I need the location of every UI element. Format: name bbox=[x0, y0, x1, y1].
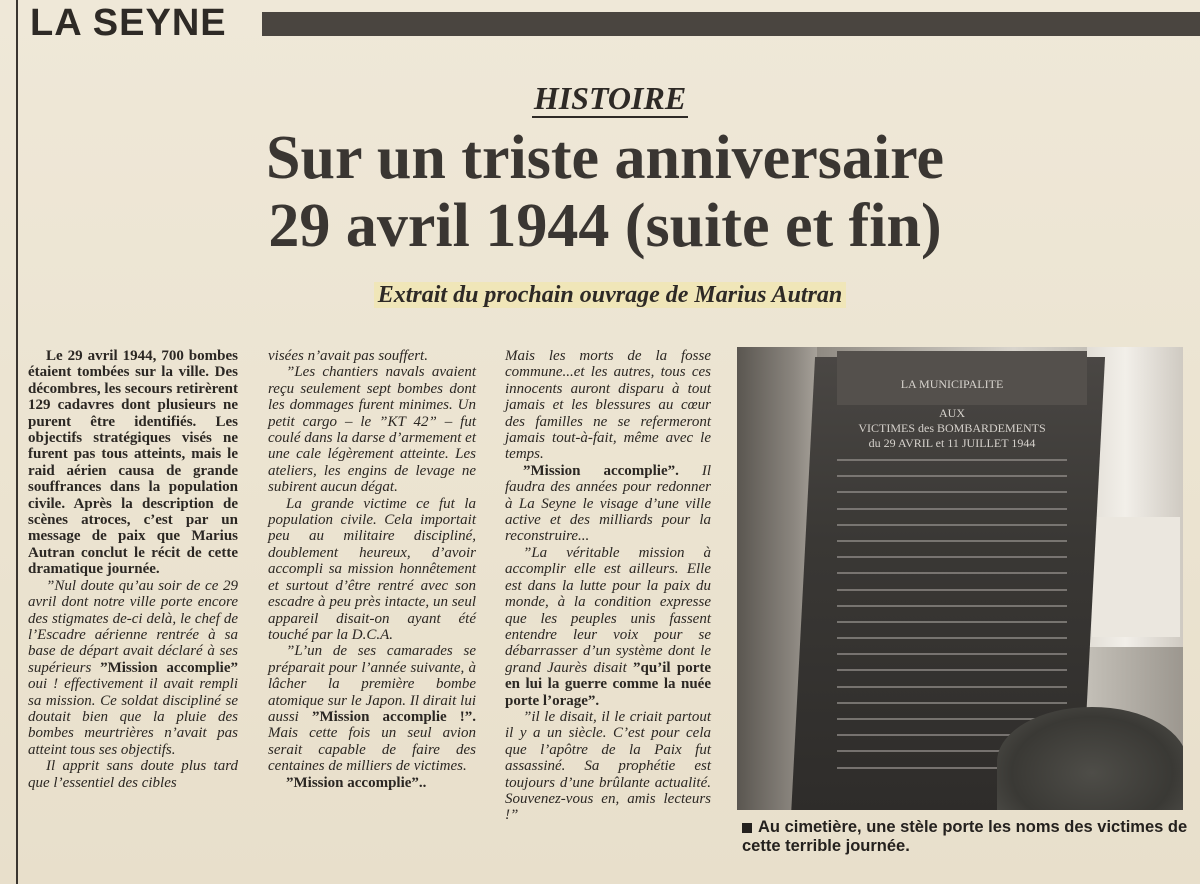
masthead-bar bbox=[262, 12, 1200, 36]
text-run: ”Nul doute qu’au soir de ce 29 avril dont notre ville porte encore des stigmates de-ci delà, le chef de l’Escadre aérienne rentrée à sa base de départ avait déclaré à ses supérieurs bbox=[28, 577, 238, 676]
stele-inscription bbox=[832, 377, 1072, 451]
photo-tomb bbox=[1092, 517, 1180, 637]
bold-quote: ”Mission accomplie”.. bbox=[286, 774, 427, 791]
headline bbox=[0, 124, 1200, 260]
bold-quote: ”Mission accomplie” bbox=[100, 659, 238, 676]
article-column-1 bbox=[28, 348, 238, 791]
paragraph bbox=[505, 463, 711, 545]
text-run: oui ! effectivement il avait rempli sa mission. Ce soldat discipliné se doutait bien que la pluie des bombes meurtrières n’avait pas atteint tous ses objectifs. bbox=[28, 676, 238, 758]
inscription-line: du 29 AVRIL et 11 JUILLET 1944 bbox=[868, 436, 1036, 450]
text-run: ”La véritable mission à accomplir elle est ailleurs. Elle est dans la lutte pour la paix du monde, à la condition expresse que les peuples unis fassent entendre leur voix pour se débarrasser d’un système dont le grand Jaurès disait bbox=[505, 544, 711, 676]
paragraph bbox=[28, 578, 238, 758]
lead-paragraph: Le 29 avril 1944, 700 bombes étaient tombées sur la ville. Des décombres, les secours retirèrent 129 cadavres dont plusieurs ne purent être identifiés. Les objectifs stratégiques visés ne furent pas tous atteints, mais le raid aérien causa de grande souffrances dans la population civile. Après la description de scènes atroces, c’est par un message de paix que Marius Autran conclut le récit de cette dramatique journée. bbox=[28, 348, 238, 578]
bold-quote: ”qu’il porte en lui la guerre comme la nuée porte l’orage”. bbox=[505, 659, 712, 709]
article-column-2 bbox=[268, 348, 476, 791]
inscription-line: VICTIMES des BOMBARDEMENTS bbox=[858, 421, 1046, 435]
inscription-line: AUX bbox=[939, 406, 965, 420]
caption-square-icon bbox=[742, 823, 752, 833]
bold-quote: ”Mission accomplie”. bbox=[523, 462, 679, 479]
kicker-text: HISTOIRE bbox=[533, 80, 687, 116]
paragraph bbox=[505, 545, 711, 709]
photo-shrub bbox=[997, 707, 1183, 810]
paragraph: La grande victime ce fut la population civile. Cela importait peu au militaire discipliné, doublement heureux, d’avoir accompli sa mission honnêtement et surtout d’être rentré avec son escadre à peu près intacte, un seul appareil disait-on ayant été touché par la D.C.A. bbox=[268, 495, 476, 643]
text-run: ”L’un de ses camarades se préparait pour l’année suivante, à lâcher la première bombe atomique sur le Japon. Il dirait lui aussi bbox=[268, 643, 476, 725]
subtitle bbox=[0, 282, 1200, 309]
article-column-3 bbox=[505, 348, 711, 824]
caption-text: Au cimetière, une stèle porte les noms des victimes de cette terrible journée. bbox=[742, 818, 1188, 855]
subtitle-text: Extrait du prochain ouvrage de Marius Autran bbox=[374, 282, 847, 308]
bold-quote: ”Mission accomplie !”. bbox=[311, 708, 477, 725]
headline-line-2: 29 avril 1944 (suite et fin) bbox=[268, 192, 942, 260]
photo-caption bbox=[742, 818, 1192, 856]
paragraph: visées n’avait pas souffert. bbox=[268, 348, 428, 364]
cemetery-photo bbox=[737, 347, 1183, 810]
inscription-line: LA MUNICIPALITE bbox=[900, 377, 1004, 391]
masthead: LA SEYNE bbox=[30, 2, 227, 44]
text-run: Il faudra des années pour redonner à La Seyne le visage d’une ville active et des milliards pour la reconstruire... bbox=[505, 462, 712, 545]
section-kicker bbox=[0, 80, 1200, 117]
paragraph: ”il le disait, il le criait partout il y a un siècle. C’est pour cela que l’apôtre de la Paix fut assassiné. Sa prophétie est toujours d’une brûlante actualité. Souvenez-vous en, amis lecteurs !” bbox=[505, 708, 711, 824]
text-run: Mais cette fois un seul avion serait capable de faire des centaines de milliers de victimes. bbox=[268, 725, 476, 775]
paragraph: Il apprit sans doute plus tard que l’essentiel des cibles bbox=[28, 758, 238, 791]
headline-line-1: Sur un triste anniversaire bbox=[265, 124, 944, 192]
paragraph: ”Les chantiers navals avaient reçu seulement sept bombes dont les dommages furent minimes. Un petit cargo – le ”KT 42” – fut coulé dans la darse d’armement et une cale légèrement atteinte. Les ateliers, les engins de levage ne subirent aucun dégat. bbox=[268, 364, 476, 496]
paragraph: Mais les morts de la fosse commune...et les autres, tous ces innocents auront disparu à tout jamais et les blessures au cœur des familles ne se refermeront jamais tout-à-fait, même avec le temps. bbox=[505, 348, 711, 463]
paragraph bbox=[268, 643, 476, 774]
